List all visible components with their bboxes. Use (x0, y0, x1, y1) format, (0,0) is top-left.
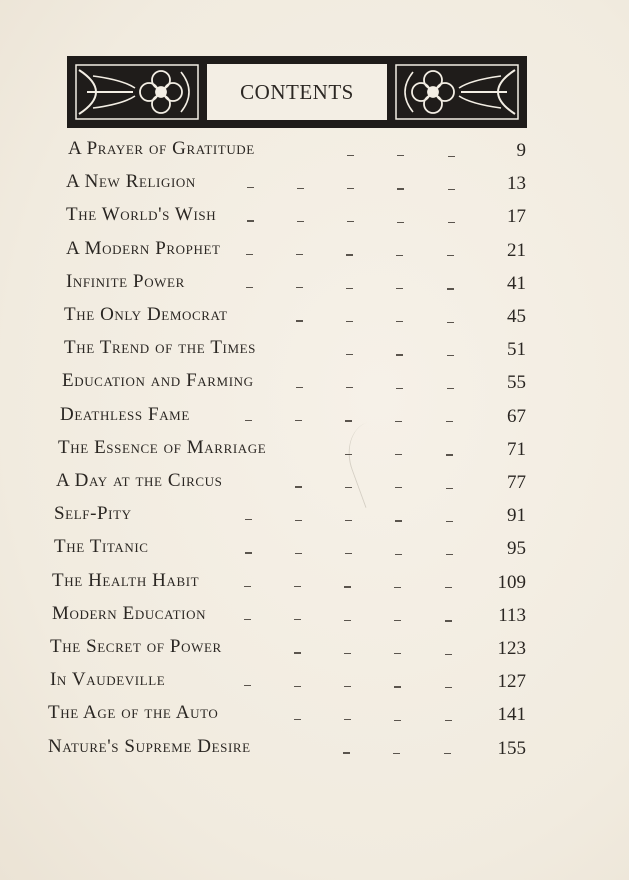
leader-dash (395, 554, 402, 555)
leader-dash (346, 387, 353, 388)
leader-dash (247, 187, 254, 188)
leader-dash (295, 520, 302, 521)
leader-dash (448, 222, 455, 223)
leader-dash (394, 686, 401, 687)
toc-entry-page: 9 (516, 140, 526, 161)
leader-dash (397, 155, 404, 156)
leader-dash (445, 654, 452, 655)
leader-dash (396, 255, 403, 256)
leader-dash (445, 687, 452, 688)
toc-entry (66, 271, 185, 295)
leader-dash (445, 620, 452, 621)
leader-dash (445, 587, 452, 588)
toc-entry-title: The Age of the Auto (48, 702, 219, 724)
leader-dash (393, 753, 400, 754)
leader-dash (446, 521, 453, 522)
leader-dash (297, 188, 304, 189)
leader-dash (345, 487, 352, 488)
leader-dash (247, 220, 254, 221)
leader-dash (294, 586, 301, 587)
leader-dash (394, 720, 401, 721)
leader-dash (246, 287, 253, 288)
leader-dash (347, 188, 354, 189)
toc-entry (60, 404, 190, 428)
leader-dash (446, 421, 453, 422)
leader-dash (394, 620, 401, 621)
toc-entry (66, 171, 196, 195)
toc-entry-page: 113 (498, 604, 526, 626)
toc-entry-page: 127 (497, 671, 526, 693)
toc-entry-page: 95 (507, 538, 526, 560)
leader-dash (446, 454, 453, 455)
leader-dash (395, 520, 402, 521)
leader-dash (346, 254, 353, 255)
toc-entry-title: In Vaudeville (50, 669, 166, 691)
leader-dash (244, 586, 251, 587)
toc-entry (52, 603, 206, 627)
toc-entry-title: A Day at the Circus (56, 470, 223, 491)
toc-entry (54, 536, 149, 560)
toc-entry-title: The Titanic (54, 536, 149, 558)
toc-entry-title: Education and Farming (62, 370, 254, 392)
leader-dash (344, 686, 351, 687)
leader-dash (296, 320, 303, 321)
toc-entry-title: A Prayer of Gratitude (68, 138, 255, 159)
leader-dash (343, 752, 350, 753)
leader-dash (346, 354, 353, 355)
toc-entry (58, 437, 266, 461)
leader-dash (296, 254, 303, 255)
leader-dash (448, 189, 455, 190)
leader-dash (344, 653, 351, 654)
leader-dash (447, 255, 454, 256)
toc-entry (68, 138, 255, 162)
leader-dash (395, 454, 402, 455)
leader-dash (396, 321, 403, 322)
leader-dash (446, 488, 453, 489)
leader-dash (396, 288, 403, 289)
toc-entry-title: The Health Habit (52, 569, 200, 591)
leader-dash (245, 519, 252, 520)
leader-dash (296, 287, 303, 288)
leader-dash (396, 354, 403, 355)
leader-dash (294, 652, 301, 653)
leader-dash (448, 156, 455, 157)
toc-entry-title: Nature's Supreme Desire (48, 735, 251, 757)
toc-entry-title: The Trend of the Times (64, 337, 256, 359)
toc-entry (66, 238, 221, 262)
toc-entry-page: 91 (507, 505, 526, 527)
leader-dash (447, 388, 454, 389)
leader-dash (446, 554, 453, 555)
leader-dash (245, 552, 252, 553)
leader-dash (295, 553, 302, 554)
toc-entry (66, 204, 216, 228)
toc-entry (48, 702, 218, 726)
leader-dash (345, 454, 352, 455)
leader-dash (447, 322, 454, 323)
leader-dash (445, 720, 452, 721)
leader-dash (397, 188, 404, 189)
toc-entry (64, 337, 256, 361)
toc-entry-page: 13 (507, 173, 526, 195)
leader-dash (347, 155, 354, 156)
leader-dash (294, 686, 301, 687)
toc-entry-page: 51 (507, 339, 526, 361)
toc-entry-page: 45 (507, 306, 526, 327)
toc-entry-title: Deathless Fame (60, 403, 190, 425)
leader-dash (394, 587, 401, 588)
leader-dash (294, 719, 301, 720)
leader-dash (344, 620, 351, 621)
leader-dash (345, 520, 352, 521)
toc-entry-page: 21 (507, 239, 526, 261)
leader-dash (346, 288, 353, 289)
leader-dash (347, 221, 354, 222)
toc-entry-page: 41 (507, 272, 526, 294)
leader-dash (344, 586, 351, 587)
leader-dash (295, 420, 302, 421)
leader-dash (346, 321, 353, 322)
leader-dash (244, 685, 251, 686)
toc-entry-title: A Modern Prophet (66, 237, 221, 259)
leader-dash (244, 619, 251, 620)
leader-dash (344, 719, 351, 720)
toc-entry-page: 77 (507, 472, 526, 493)
toc-entry-title: The Only Democrat (64, 304, 228, 325)
toc-entry-title: A New Religion (66, 171, 196, 193)
leader-dash (245, 420, 252, 421)
toc-entry (48, 736, 251, 760)
leader-dash (246, 254, 253, 255)
leader-dash (394, 653, 401, 654)
toc-entry-page: 67 (507, 405, 526, 427)
leader-dash (295, 486, 302, 487)
toc-entry-title: The World's Wish (66, 204, 217, 226)
toc-entry-title: The Essence of Marriage (58, 436, 267, 458)
toc-entry-title: Self-Pity (54, 503, 132, 525)
toc-entry (52, 570, 199, 594)
toc-entry-page: 55 (507, 372, 526, 394)
toc-entry-title: The Secret of Power (50, 636, 222, 657)
leader-dash (297, 221, 304, 222)
leader-dash (296, 387, 303, 388)
leader-dash (395, 487, 402, 488)
leader-dash (294, 619, 301, 620)
toc-entry-page: 71 (507, 438, 526, 460)
leader-dash (444, 753, 451, 754)
leader-dash (345, 553, 352, 554)
toc-entry-page: 109 (497, 571, 526, 593)
toc-entry-page: 123 (497, 638, 526, 659)
toc-entry-title: Infinite Power (66, 270, 185, 292)
leader-dash (395, 421, 402, 422)
leader-dash (396, 388, 403, 389)
toc-entry-page: 155 (497, 737, 526, 759)
toc-entry (50, 636, 222, 660)
leader-dash (345, 420, 352, 421)
toc-entry (54, 503, 132, 527)
toc-entry-title: Modern Education (52, 602, 207, 624)
toc-entry (50, 669, 165, 693)
toc-entry-page: 17 (507, 206, 526, 228)
contents-title: CONTENTS (240, 79, 354, 104)
leader-dash (447, 288, 454, 289)
leader-dash (397, 222, 404, 223)
toc-entry-page: 141 (497, 704, 526, 726)
toc-entry (62, 370, 254, 394)
toc-entry (64, 304, 228, 328)
toc-entry (56, 470, 223, 494)
leader-dash (447, 355, 454, 356)
